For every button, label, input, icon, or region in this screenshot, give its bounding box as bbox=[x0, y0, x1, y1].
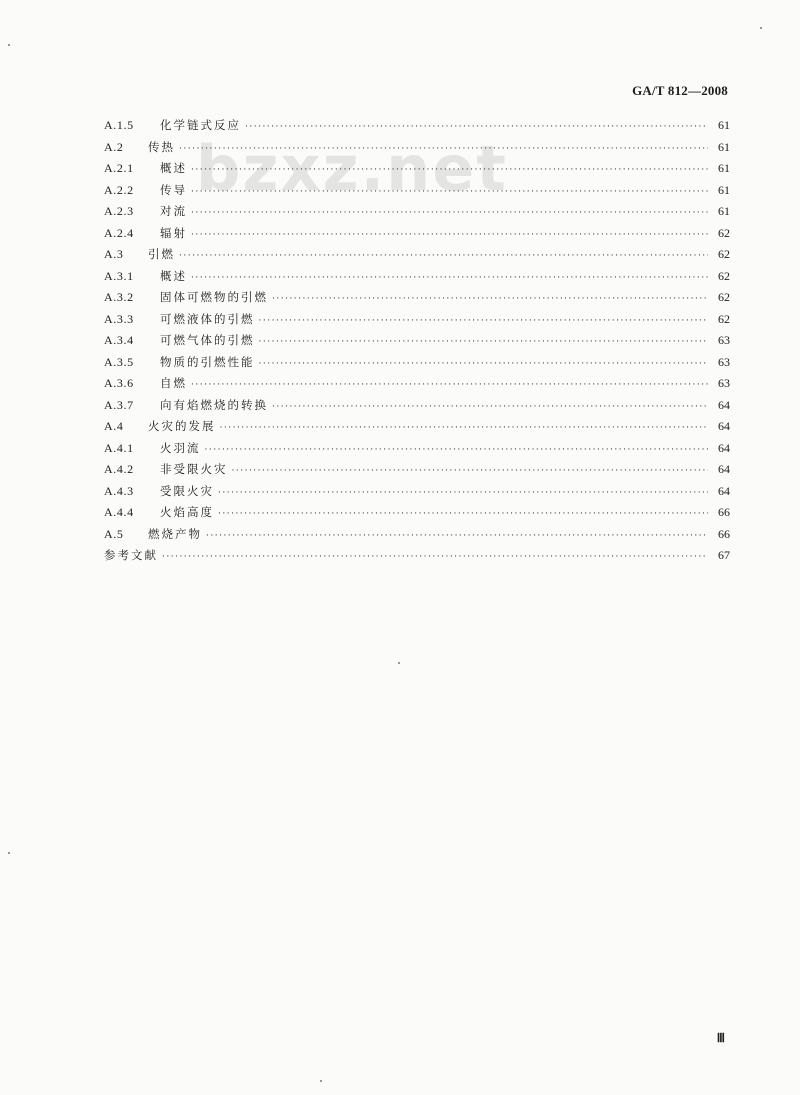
toc-entry[interactable] bbox=[104, 354, 730, 376]
toc-entry-page: 62 bbox=[718, 247, 730, 261]
dot-leader bbox=[220, 424, 709, 433]
toc-entry-number: A.2.3 bbox=[104, 204, 134, 218]
toc-entry-page: 64 bbox=[718, 419, 730, 433]
toc-entry[interactable] bbox=[104, 139, 730, 161]
dot-leader bbox=[206, 532, 708, 541]
dot-leader bbox=[191, 166, 708, 175]
toc-entry-number: A.4.4 bbox=[104, 505, 134, 519]
toc-entry-title: 火灾的发展 bbox=[148, 419, 216, 433]
toc-entry-number: A.5 bbox=[104, 526, 124, 541]
toc-entry-title: 可燃液体的引燃 bbox=[160, 311, 255, 326]
toc-entry-number: A.3.7 bbox=[104, 397, 134, 412]
toc-entry[interactable] bbox=[104, 504, 730, 526]
dot-leader bbox=[179, 145, 708, 154]
dot-leader bbox=[191, 188, 708, 197]
toc-entry[interactable] bbox=[104, 375, 730, 397]
toc-entry-number: A.2.1 bbox=[104, 161, 134, 175]
toc-entry[interactable] bbox=[104, 483, 730, 505]
dot-leader bbox=[218, 510, 708, 519]
toc-entry[interactable] bbox=[104, 182, 730, 204]
toc-entry-number: A.2 bbox=[104, 139, 124, 154]
toc-entry-title: 非受限火灾 bbox=[160, 462, 228, 476]
scan-speck bbox=[760, 27, 762, 29]
toc-entry[interactable] bbox=[104, 311, 730, 333]
toc-entry-title: 可燃气体的引燃 bbox=[160, 333, 255, 347]
toc-entry-number: A.3.1 bbox=[104, 268, 134, 283]
dot-leader bbox=[191, 231, 708, 240]
toc-entry-page: 66 bbox=[718, 505, 730, 519]
toc-entry-page: 64 bbox=[718, 397, 730, 412]
toc-entry-number: A.4.3 bbox=[104, 483, 134, 498]
toc-entry-number: A.3.5 bbox=[104, 354, 134, 369]
dot-leader bbox=[259, 360, 709, 369]
toc-entry[interactable] bbox=[104, 526, 730, 548]
toc-entry-title: 火羽流 bbox=[160, 440, 201, 455]
toc-entry-number: A.4.1 bbox=[104, 440, 134, 455]
table-of-contents bbox=[104, 117, 730, 569]
toc-entry[interactable] bbox=[104, 117, 730, 139]
toc-entry-title: 物质的引燃性能 bbox=[160, 354, 255, 369]
scan-speck bbox=[8, 852, 10, 854]
toc-entry-page: 61 bbox=[718, 161, 730, 175]
toc-entry-title: 固体可燃物的引燃 bbox=[160, 290, 268, 304]
toc-entry-page: 61 bbox=[718, 182, 730, 197]
toc-entry-page: 62 bbox=[718, 311, 730, 326]
toc-entry-page: 66 bbox=[718, 526, 730, 541]
toc-entry-title: 受限火灾 bbox=[160, 483, 214, 498]
toc-entry-page: 63 bbox=[718, 354, 730, 369]
toc-entry[interactable] bbox=[104, 203, 730, 225]
toc-entry-page: 61 bbox=[718, 139, 730, 154]
dot-leader bbox=[179, 252, 708, 261]
toc-entry-title: 对流 bbox=[160, 204, 187, 218]
page-number: Ⅲ bbox=[716, 1031, 725, 1045]
dot-leader bbox=[191, 274, 708, 283]
toc-entry-number: A.3.4 bbox=[104, 333, 134, 347]
toc-entry-references[interactable] bbox=[104, 547, 730, 569]
dot-leader bbox=[205, 446, 709, 455]
toc-entry-number: A.3 bbox=[104, 247, 124, 261]
toc-entry-title: 辐射 bbox=[160, 225, 187, 240]
toc-entry-page: 62 bbox=[718, 225, 730, 240]
dot-leader bbox=[232, 467, 709, 476]
standard-code: GA/T 812—2008 bbox=[632, 83, 728, 98]
toc-entry-number: A.2.2 bbox=[104, 182, 134, 197]
toc-entry-page: 64 bbox=[718, 440, 730, 455]
toc-entry[interactable] bbox=[104, 268, 730, 290]
toc-entry[interactable] bbox=[104, 397, 730, 419]
toc-entry[interactable] bbox=[104, 440, 730, 462]
toc-entry-page: 64 bbox=[718, 483, 730, 498]
dot-leader bbox=[259, 317, 709, 326]
toc-entry-page: 67 bbox=[718, 548, 730, 562]
dot-leader bbox=[272, 295, 708, 304]
dot-leader bbox=[162, 553, 708, 562]
toc-entry-number: A.3.6 bbox=[104, 376, 134, 390]
toc-entry-page: 62 bbox=[718, 268, 730, 283]
toc-entry-page: 63 bbox=[718, 333, 730, 347]
toc-entry-page: 61 bbox=[718, 118, 730, 132]
dot-leader bbox=[245, 123, 708, 132]
toc-entry-page: 62 bbox=[718, 290, 730, 304]
dot-leader bbox=[191, 381, 708, 390]
toc-entry-title: 自燃 bbox=[160, 376, 187, 390]
toc-entry[interactable] bbox=[104, 418, 730, 440]
toc-entry-title: 燃烧产物 bbox=[148, 526, 202, 541]
dot-leader bbox=[191, 209, 708, 218]
toc-entry-number: A.3.3 bbox=[104, 311, 134, 326]
scan-speck bbox=[320, 1080, 322, 1082]
watermark: bzxz.net bbox=[196, 132, 508, 205]
dot-leader bbox=[218, 489, 708, 498]
toc-entry-title: 火焰高度 bbox=[160, 505, 214, 519]
toc-entry-page: 61 bbox=[718, 204, 730, 218]
toc-entry-title: 参考文献 bbox=[104, 548, 158, 562]
dot-leader bbox=[259, 338, 709, 347]
toc-entry[interactable] bbox=[104, 332, 730, 354]
dot-leader bbox=[272, 403, 708, 412]
toc-entry-title: 引燃 bbox=[148, 247, 175, 261]
toc-entry-number: A.4 bbox=[104, 419, 124, 433]
toc-entry[interactable] bbox=[104, 160, 730, 182]
toc-entry[interactable] bbox=[104, 225, 730, 247]
toc-entry-title: 传热 bbox=[148, 139, 175, 154]
toc-entry-number: A.1.5 bbox=[104, 118, 134, 132]
toc-entry[interactable] bbox=[104, 461, 730, 483]
toc-entry-page: 64 bbox=[718, 462, 730, 476]
scan-speck bbox=[398, 662, 400, 664]
toc-entry-title: 概述 bbox=[160, 161, 187, 175]
toc-entry-number: A.2.4 bbox=[104, 225, 134, 240]
toc-entry[interactable] bbox=[104, 246, 730, 268]
toc-entry-title: 传导 bbox=[160, 182, 187, 197]
toc-entry-number: A.4.2 bbox=[104, 462, 134, 476]
toc-entry-page: 63 bbox=[718, 376, 730, 390]
toc-entry-number: A.3.2 bbox=[104, 290, 134, 304]
toc-entry[interactable] bbox=[104, 289, 730, 311]
scan-speck bbox=[8, 44, 10, 46]
toc-entry-title: 化学链式反应 bbox=[160, 118, 241, 132]
toc-entry-title: 向有焰燃烧的转换 bbox=[160, 397, 268, 412]
toc-entry-title: 概述 bbox=[160, 268, 187, 283]
